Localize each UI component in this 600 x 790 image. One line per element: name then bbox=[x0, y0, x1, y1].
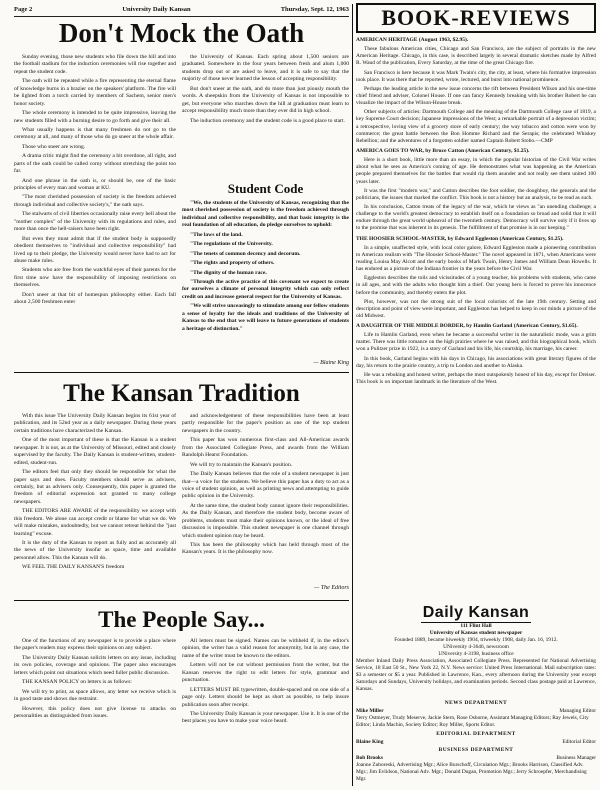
paragraph: THE EDITORS ARE AWARE of the responsibility we accept with this freedom. We alone can accept credit or blame for what we do. We will make mistakes, undoubtedly, but we cannot retreat behind the "just learning" excuse. bbox=[14, 508, 176, 537]
paragraph: This has been the philosophy which has held through most of the Kansan's years. It is the philosophy now. bbox=[182, 542, 349, 556]
review-paragraph: Here is a short book, little more than an essay, in which the popular historian of the Civil War writes about what he sees as America's coming of age. He demonstrates what was happening as the American people prepared themselves for the battles that would rip them asunder and not really see them united 100 years later. bbox=[356, 157, 596, 185]
tradition-column-2 bbox=[182, 413, 349, 585]
review-paragraph: Other subjects of articles: Dartmouth College and the meaning of the Dartmouth College case of 1819, a key Supreme Court decision; Japanese impressions of the West; a remarkable portrait of a depression victim; a retrospective, loving view of a grocery store of early century; the way tobacco and cotton were won by commerce; the great battle between the Bon Homme Richard and the Serapis; the celebrated Whiskey Rebellion; and the adventures of a forgotten soldier named Captain Robert Stobo.—CMP bbox=[356, 109, 596, 144]
people-say-headline: The People Say... bbox=[98, 608, 265, 631]
review-paragraph: It was the first "modern war," and Catton describes the foot soldier, the doughboy, the generals and the politicians, the issues that marked the conflict. This book is not a history but an analysis, to be read as such. bbox=[356, 187, 596, 201]
paragraph: "The most cherished possession of society is the freedom achieved through individual and collective society's," the oath says. bbox=[14, 194, 176, 208]
people-say-column-1 bbox=[14, 638, 176, 786]
news-lead-role: Managing Editor bbox=[559, 708, 596, 715]
tradition-headline: The Kansan Tradition bbox=[63, 381, 300, 406]
paper-name: University Daily Kansan bbox=[122, 6, 191, 13]
review-paragraph: Plot, however, was not the strong suit of the local colorists of the late 19th century. Setting and description and point of view were important, and Eggleston has helped to keep in our minds a picture of the old Midwest. bbox=[356, 298, 596, 319]
paragraph: The editors feel that only they should be responsible for what the paper says and does. Faculty members should serve as advisers, certainly, but as advisers only. Consequently, this paper is granted the freedom of editorial expression not granted to many college newspapers. bbox=[14, 469, 176, 505]
news-lead-name: Mike Miller bbox=[356, 708, 384, 715]
paragraph: One of the most important of these is that the Kansan is a student newspaper. It is not, as at the University of Missouri, edited and closely supervised by the faculty. The Daily Kansan is student-written, student-edited, student-run. bbox=[14, 437, 176, 466]
paragraph: This paper has won numerous first-class and All-American awards from the Associated Collegiate Press, and awards from the William Randolph Hearst Foundation. bbox=[182, 437, 349, 459]
nameplate-phone-news: UNiversity 4-3646, newsroom bbox=[443, 644, 509, 651]
student-code-headline: Student Code bbox=[227, 182, 304, 195]
review-title: THE HOOSIER SCHOOL-MASTER, by Edward Eggleston (American Century, $1.25). bbox=[356, 235, 564, 242]
tradition-column-1 bbox=[14, 413, 176, 593]
paragraph: It is the duty of the Kansan to report as fully and as accurately all the news of the University insofar as space, time and available personnel allow. This the Kansan will do. bbox=[14, 540, 176, 561]
paragraph: The University Daily Kansan is your newspaper. Use it. It is one of the best places you have to make your voice heard. bbox=[182, 710, 349, 725]
paragraph: LETTERS MUST BE typewritten, double-spaced and on one side of a page only. Letters should be kept as short as possible, to help insure publication soon after receipt. bbox=[182, 686, 349, 708]
business-department-header: BUSINESS DEPARTMENT bbox=[438, 746, 514, 753]
paragraph: The stalwarts of civil liberties occasionally raise every hell about the "mother complex" of the University with its regulations and rules, and more than once the hell-raisers have been right. bbox=[14, 211, 176, 233]
oath-headline: Don't Mock the Oath bbox=[58, 20, 305, 47]
paragraph: At the same time, the student body cannot ignore their responsibilities. As the Daily Kansan, and therefore the student body, become aware of problems, students must make their opinions known, or the ideal of free discussion is impossible. This student newspaper is one channel through which student opinion may be heard. bbox=[182, 502, 349, 539]
nameplate-founded: Founded 1889, became biweekly 1904, triweekly 1908, daily Jan. 16, 1912. bbox=[394, 637, 558, 644]
nameplate-title: Daily Kansan bbox=[422, 604, 530, 621]
page-masthead bbox=[14, 6, 349, 17]
nameplate-tagline: University of Kansas student newspaper bbox=[429, 630, 523, 637]
paragraph: "The regulations of the University. bbox=[190, 241, 273, 248]
review-title: AMERICAN HERITAGE (August 1963, $2.95). bbox=[356, 37, 469, 43]
review-paragraph: In this book, Garland begins with his days in Chicago, his associations with great literary figures of the day, his return to the prairie country, a trip to London and another to Alaska. bbox=[356, 355, 596, 369]
paragraph: and acknowledgement of these responsibilities have been at least partly responsible for the paper's position as one of the top student newspapers in the country. bbox=[182, 413, 349, 434]
paragraph: WE FEEL THE DAILY KANSAN'S freedom bbox=[22, 564, 125, 571]
paragraph: "Through the active practice of this covenant we expect to create for ourselves a climate of personal integrity which can only reflect credit on and increase general respect for the University of Kansas. bbox=[182, 278, 349, 300]
review-title: A DAUGHTER OF THE MIDDLE BORDER, by Hamlin Garland (American Century, $1.65). bbox=[356, 323, 578, 330]
oath-column-2 bbox=[182, 54, 349, 174]
tradition-signature: — The Editors bbox=[313, 585, 349, 591]
nameplate-phone-business: UNiversity 4-3198, business office bbox=[438, 651, 514, 658]
paragraph: But don't sneer at the oath, and do more than just piously mouth the words. A sheepskin from the University of Kansas is not impossible to get, but everyone who marches down the hill at graduation must learn to accept responsibility much more than they ever did in high school. bbox=[182, 85, 349, 115]
editorial-lead-row bbox=[356, 739, 596, 746]
paragraph: Sunday evening, those new students who file down the hill and into the football stadium for the induction ceremonies will rise together and repeat the student code. bbox=[14, 54, 176, 75]
review-paragraph: He was a rebuking and honest writer, perhaps the most outspokenly honest of his day, except for Dreiser. This book is on important landmark in the literature of the West. bbox=[356, 371, 596, 386]
paragraph: Letters will not be cut without permission from the writer, but the Kansan reserves the right to edit letters for style, grammar and punctuation. bbox=[182, 662, 349, 684]
review-paragraph: In a simple, unaffected style, with local color galore, Edward Eggleston made a pioneering contribution to American realism with "The Hoosier School-Master." The novel appeared in 1871, when Americans were reading Louisa May Alcott and the early books of Mark Twain, Henry James and William Dean Howells. It has endured as a picture of the Indiana frontier in the years before the Civil War. bbox=[356, 244, 596, 273]
nameplate-info: Member Inland Daily Press Association, Associated Collegiate Press. Represented for National Advertising Service, 18 East 50 St., New York 22, N.Y. News service: United Press International. Mail subscription rates: $3 a semester or $5 a year. Published in Lawrence, Kan., every afternoon during the University year except Saturdays and Sundays, University holidays, and examination periods. Second class postage paid at Lawrence, Kansas. bbox=[356, 658, 596, 693]
paragraph: But even they must admit that if the student body is supposedly obedient themselves to "individual and collective responsibility" had lived up to their pledge, the University would never have had to act for abuse make rules. bbox=[14, 235, 176, 264]
review-paragraph: Eggleston describes the toils and vicissitudes of a young teacher, his problems with students, who came in all ages, and with the adults who thought him a thief. Our young hero is forced to prove his innocence before the community, and thereby enters the plot. bbox=[356, 275, 596, 296]
paragraph: The University Daily Kansan solicits letters on any issue, including its own policies, coverage and opinions. The paper also encourages letters which point out situations which need fuller public discussion. bbox=[14, 654, 176, 676]
oath-column-1 bbox=[14, 54, 176, 368]
news-lead-row bbox=[356, 708, 596, 715]
paragraph: All letters must be signed. Names can be withheld if, in the editor's opinion, the writer has a valid reason for anonymity, but in any case, the name of the writer must be known to the editors. bbox=[182, 638, 349, 659]
business-lead-role: Business Manager bbox=[556, 754, 596, 761]
business-staff-list: Joanne Zuboreski, Advertising Mgr.; Alice Burschoff, Circulation Mgr.; Brooks Harrison, Classified Adv. Mgr.; Jim Evlidson, National Adv. Mgr.; Donald Dugan, Promotion Mgr.; Jerry Schroepfer, Merchandising Mgr. bbox=[356, 762, 587, 783]
editorial-lead-name: Blaine King bbox=[356, 738, 384, 745]
review-paragraph: In his conclusion, Catton treats of the legacy of the war, which he views as "an unending challenge; a challenge to the world's greatest democracy to establish itself on a foundation so broad and solid that it will endure through the great world upheaval of the twentieth century. Democracy will survive only if it lives up to the promise that was inherent in its genesis. The fulfillment of that promise is in our keeping." bbox=[356, 203, 596, 232]
paragraph: A drama critic might find the ceremony a bit overdone, all right, and parts of the oath could be called corny without stretching the point too far. bbox=[14, 153, 176, 175]
paragraph: However, this policy does not give license to attacks on personalities as distinguished from issues. bbox=[14, 705, 176, 719]
book-reviews-header: BOOK-REVIEWS bbox=[356, 3, 596, 33]
paragraph: "The rights and property of others. bbox=[190, 260, 275, 267]
book-reviews-column bbox=[356, 37, 596, 600]
news-department-header: NEWS DEPARTMENT bbox=[444, 700, 508, 706]
editorial-lead-role: Editorial Editor bbox=[562, 738, 596, 745]
editorial-department-header: EDITORIAL DEPARTMENT bbox=[436, 730, 516, 737]
section-divider bbox=[14, 600, 349, 601]
page-number: Page 2 bbox=[14, 6, 33, 13]
business-lead-name: Bob Brooks bbox=[356, 754, 384, 761]
paragraph: What usually happens is that many freshmen do not go to the ceremony at all, and many of those who do go sneer at the whole affair. bbox=[14, 126, 176, 141]
paragraph: The whole ceremony is intended to be quite impressive, leaving the new students filled with a burning desire to go forth and give their all. bbox=[14, 110, 176, 124]
paragraph: The oath will be repeated while a fire representing the eternal flame of knowledge burns in a brazier on the speakers' platform. The fire will be lighted from a torch carried by members of Sachem, senior men's honor society. bbox=[14, 78, 176, 107]
paragraph: "We, the students of the University of Kansas, recognizing that the most cherished possession of society is the freedom achieved through individual and collective responsibility, and that basic integrity is the real foundation of all education, do pledge ourselves to uphold: bbox=[182, 200, 349, 229]
paragraph: One of the functions of any newspaper is to provide a place where the paper's readers may express their opinions on any subject. bbox=[14, 638, 176, 652]
review-paragraph: Life to Hamlin Garland, even when he became a successful writer in the naturalistic mode, was a grim matter. There was little romance on the high prairies where he was raised, and this biographical book, which won a Pulitzer prize in 1922, is a story of Garland and his life, his courtship, his marriage, his career. bbox=[356, 332, 596, 353]
business-lead-row bbox=[356, 755, 596, 762]
staff-box bbox=[356, 699, 596, 787]
paragraph: "We will strive unceasingly to stimulate among our fellow students a sense of loyalty for the ideals and traditions of the University of Kansas to the end that we will leave to future generations of students a heritage of distinction." bbox=[182, 303, 349, 332]
student-code-text bbox=[182, 200, 349, 360]
paragraph: And one phrase in the oath is, or should be, one of the basic principles of every man and woman at KU. bbox=[14, 177, 176, 191]
review-title: AMERICA GOES TO WAR, by Bruce Catton (American Century, $1.25). bbox=[356, 147, 530, 154]
review-paragraph: These fabulous American cities, Chicago and San Francisco, are the subject of portraits in the new American Heritage. Chicago, in this case, is described largely in several dramatic sketches made by Alfred R. Waud of the publication, Every Saturday, at the time of the great Chicago fire. bbox=[356, 46, 596, 67]
paragraph: Don't sneer at that bit of homespun philosophy either. Each fall about 2,500 freshmen enter bbox=[14, 291, 176, 306]
review-paragraph: San Francisco is here because it was Mark Twain's city, the city, at least, where his formative impression took place. It was there that he reported, wrote, lectured, and burst into national prominence. bbox=[356, 69, 596, 83]
paragraph: "The laws of the land. bbox=[190, 231, 243, 238]
news-staff-list: Terry Ostmeyer, Trudy Meserve, Jackie Stern, Rose Osborne, Assistant Managing Editors; Ray Jewels, City Editor; Linda Machin, Society Editor; Roy Miller, Sports Editor. bbox=[356, 715, 589, 729]
paragraph: The induction ceremony and the student code is a good place to start. bbox=[190, 117, 345, 124]
people-say-column-2 bbox=[182, 638, 349, 786]
paragraph: The Daily Kansan believes that the role of a student newspaper is just that—a voice for the students. We believe this paper has a duty to act as a voice of student opinion, as well as printing news and attempting to guide public opinion in the University. bbox=[182, 471, 349, 500]
column-rule bbox=[352, 4, 353, 786]
paragraph: Those who sneer are wrong. bbox=[22, 143, 86, 150]
paragraph: Students who are free from the watchful eyes of their parents for the first time now have the responsibility of imposing restrictions on themselves. bbox=[14, 267, 176, 289]
review-paragraph: Perhaps the leading article in the new issue concerns the rift between President Wilson and his one-time chief friend and adviser, Colonel House. If one can fancy Kennedy breaking with his brother Robert he can visualize the impact of the Wilson-House break. bbox=[356, 85, 596, 107]
paragraph: "The dignity of the human race. bbox=[190, 269, 267, 276]
issue-date: Thursday, Sept. 12, 1963 bbox=[280, 6, 349, 13]
nameplate-address: 111 Flint Hall bbox=[460, 623, 492, 629]
kansan-nameplate bbox=[356, 604, 596, 693]
paragraph: "The tenets of common decency and decorum. bbox=[190, 250, 301, 257]
paragraph: We will try to maintain the Kansan's position. bbox=[190, 461, 293, 468]
paragraph: With this issue The University Daily Kansan begins its 61st year of publication, and its 52nd year as a daily newspaper. During these years certain traditions have characterized the Kansan. bbox=[14, 413, 176, 434]
paragraph: the University of Kansas. Each spring about 1,500 seniors are graduated. Somewhere in the four years between fresh and alum 1,000 students drop out or are asked to leave, and it is safe to say that the majority of those never learned the lesson of accepting responsibility. bbox=[182, 54, 349, 83]
section-divider bbox=[14, 372, 349, 373]
student-code-signature: — Blaine King bbox=[313, 360, 349, 366]
paragraph: We will try to print, as space allows, any letter we receive which is in good taste and shows due restraint. bbox=[14, 688, 176, 703]
paragraph: THE KANSAN POLICY on letters is as follows: bbox=[22, 679, 132, 686]
